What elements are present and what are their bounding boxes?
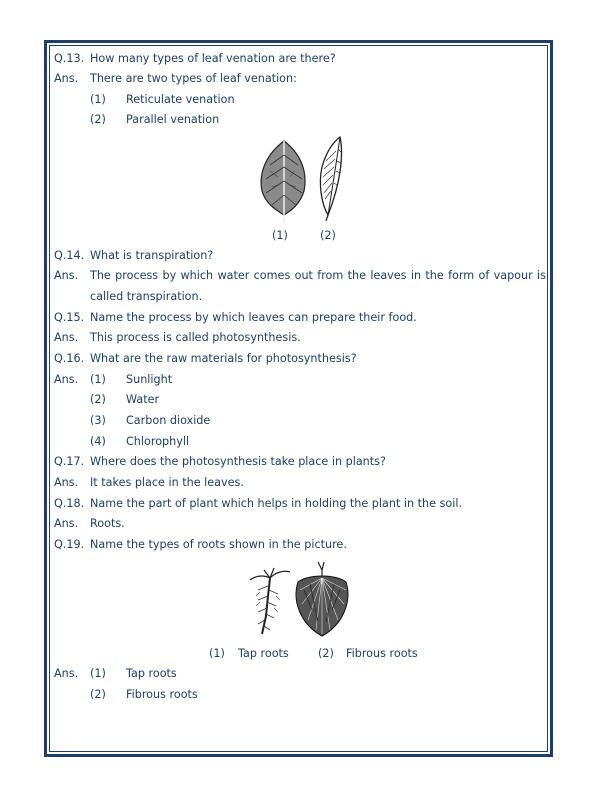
list-item-number: (2) — [90, 393, 106, 406]
figure-caption: (1) — [272, 229, 288, 242]
list-item-text: Parallel venation — [126, 113, 220, 126]
list-item-number: (1) — [90, 373, 106, 386]
question-label: Q.14. — [54, 249, 85, 262]
list-item-text: Sunlight — [126, 373, 173, 386]
reticulate-leaf-illustration — [256, 135, 316, 225]
fibrous-root-illustration — [288, 560, 356, 640]
question-text: Where does the photosynthesis take place in plants? — [90, 455, 386, 468]
question-label: Q.15. — [54, 311, 85, 324]
answer-text: called transpiration. — [90, 290, 203, 303]
answer-label: Ans. — [54, 331, 79, 344]
list-item-text: Water — [126, 393, 160, 406]
question-text: What is transpiration? — [90, 249, 214, 262]
question-label: Q.17. — [54, 455, 85, 468]
list-item-text: Fibrous roots — [126, 688, 198, 701]
answer-text: The process by which water comes out from the leaves in the form of vapour is — [90, 269, 546, 282]
list-item-text: Carbon dioxide — [126, 414, 211, 427]
list-item-number: (1) — [90, 667, 106, 680]
question-label: Q.19. — [54, 538, 85, 551]
figure-caption-number: (1) — [209, 647, 225, 660]
list-item-text: Reticulate venation — [126, 93, 235, 106]
answer-label: Ans. — [54, 373, 79, 386]
question-text: What are the raw materials for photosynthesis? — [90, 352, 357, 365]
question-text: How many types of leaf venation are there? — [90, 52, 336, 65]
figure-caption-text: Fibrous roots — [346, 647, 418, 660]
figure-caption-number: (2) — [318, 647, 334, 660]
list-item-text: Chlorophyll — [126, 435, 190, 448]
figure-caption: (2) — [320, 229, 336, 242]
list-item-text: Tap roots — [126, 667, 177, 680]
list-item-number: (2) — [90, 113, 106, 126]
list-item-number: (1) — [90, 93, 106, 106]
answer-text: There are two types of leaf venation: — [90, 72, 297, 85]
answer-label: Ans. — [54, 269, 79, 282]
question-text: Name the types of roots shown in the picture. — [90, 538, 347, 551]
answer-text: It takes place in the leaves. — [90, 476, 244, 489]
answer-label: Ans. — [54, 517, 79, 530]
answer-label: Ans. — [54, 667, 79, 680]
question-text: Name the process by which leaves can prepare their food. — [90, 311, 417, 324]
answer-text: This process is called photosynthesis. — [90, 331, 301, 344]
answer-text: Roots. — [90, 517, 125, 530]
tap-root-illustration — [246, 566, 294, 638]
question-text: Name the part of plant which helps in holding the plant in the soil. — [90, 497, 463, 510]
question-label: Q.13. — [54, 52, 85, 65]
answer-label: Ans. — [54, 476, 79, 489]
question-label: Q.18. — [54, 497, 85, 510]
answer-label: Ans. — [54, 72, 79, 85]
list-item-number: (2) — [90, 688, 106, 701]
figure-caption-text: Tap roots — [238, 647, 289, 660]
question-label: Q.16. — [54, 352, 85, 365]
list-item-number: (4) — [90, 435, 106, 448]
parallel-leaf-illustration — [314, 135, 346, 225]
list-item-number: (3) — [90, 414, 106, 427]
